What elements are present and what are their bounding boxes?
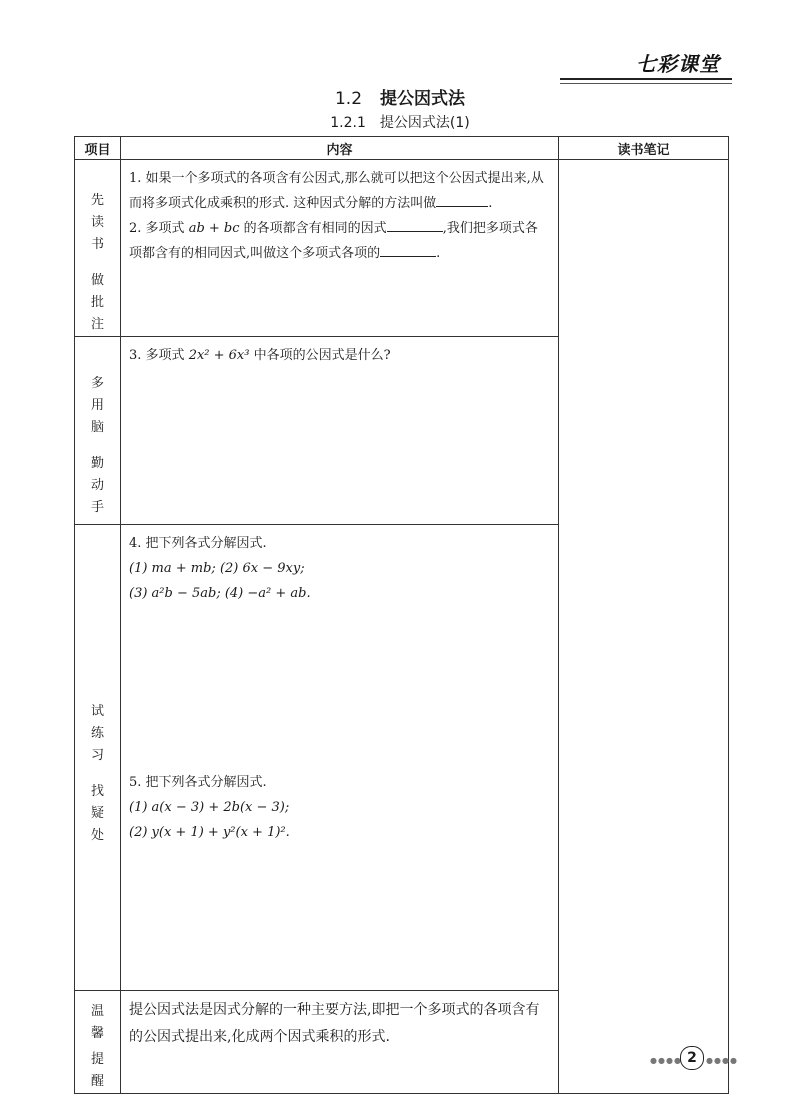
label-think: 多 用 脑 勤 动 手: [75, 337, 121, 525]
label-preview: 先 读 书 做 批 注: [75, 160, 121, 337]
content-think: [121, 337, 559, 525]
question-4-line-2: (3) a²b − 5ab; (4) −a² + ab.: [129, 586, 311, 601]
header-notes: 读书笔记: [559, 137, 729, 160]
answer-blank[interactable]: [380, 242, 436, 257]
subsection-title-text: 提公因式法(1): [379, 115, 470, 131]
preview-item-2: 2. 多项式 ab + bc 的各项都含有相同的因式 ,我们把多项式各项都含有的相同因式,叫做这个多项式各项的 .: [129, 216, 550, 266]
footer-dots-left: ●●●●: [650, 1056, 682, 1065]
section-number: 1.2: [334, 89, 363, 109]
header-content: 内容: [121, 137, 559, 160]
question-4-title: 4. 把下列各式分解因式.: [129, 536, 267, 551]
preview-item-1: 1. 如果一个多项式的各项含有公因式,那么就可以把这个公因式提出来,从而将多项式化成乘积的形式. 这种因式分解的方法叫做 .: [129, 171, 544, 211]
content-preview: [121, 160, 559, 337]
answer-blank[interactable]: [436, 192, 488, 207]
study-table: [74, 136, 729, 1094]
question-3: 3. 多项式 2x² + 6x³ 中各项的公因式是什么?: [129, 348, 391, 363]
notes-column[interactable]: [559, 160, 729, 1094]
question-5-title: 5. 把下列各式分解因式.: [129, 775, 267, 790]
section-title: [0, 84, 800, 109]
tip-text: 提公因式法是因式分解的一种主要方法,即把一个多项式的各项含有的公因式提出来,化成两个因式乘积的形式.: [129, 1002, 540, 1045]
label-practice: 试 练 习 找 疑 处: [75, 525, 121, 991]
subsection-title: [0, 112, 800, 132]
row-preview: [75, 160, 729, 337]
footer-dots-right: ●●●●: [706, 1056, 738, 1065]
content-tip: [121, 991, 559, 1094]
question-4-line-1: (1) ma + mb; (2) 6x − 9xy;: [129, 561, 305, 576]
header-item: 项目: [75, 137, 121, 160]
question-5-line-2: (2) y(x + 1) + y²(x + 1)².: [129, 825, 290, 840]
answer-blank[interactable]: [387, 217, 443, 232]
section-title-text: 提公因式法: [380, 89, 466, 109]
brand-logo: 七彩课堂: [636, 52, 720, 76]
table-header-row: [75, 137, 729, 160]
page-number: 2: [680, 1046, 704, 1070]
question-5-line-1: (1) a(x − 3) + 2b(x − 3);: [129, 800, 290, 815]
page-footer: [650, 1046, 736, 1070]
subsection-number: 1.2.1: [330, 115, 366, 131]
content-practice: [121, 525, 559, 991]
label-tip: 温 馨 提 醒: [75, 991, 121, 1094]
